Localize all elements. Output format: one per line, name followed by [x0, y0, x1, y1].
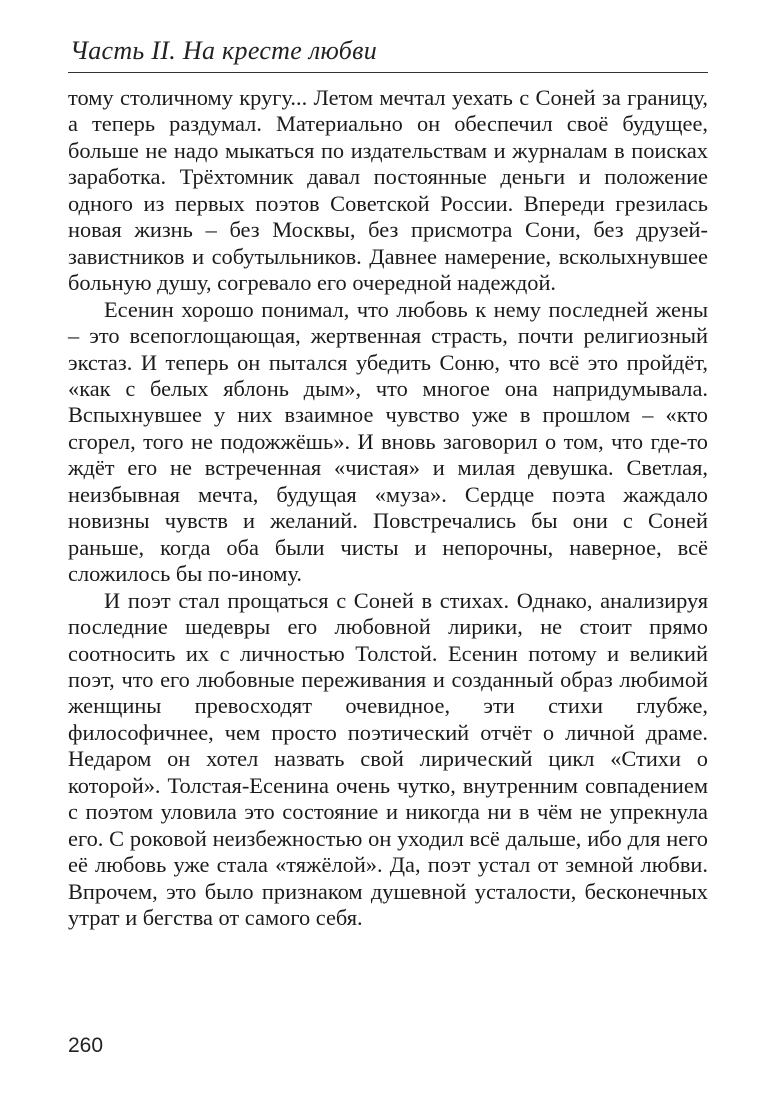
page-number: 260	[68, 1034, 104, 1057]
book-page	[68, 36, 708, 1076]
running-head: Часть II. На кресте любви	[70, 36, 378, 65]
paragraph-3: И поэт стал прощаться с Соней в стихах. Однако, анализируя последние шедевры его любовной лирики, не стоит прямо соотносить их с личностью Толстой. Есенин потому и великий поэт, что его любовные переживания и созданный образ любимой женщины превосходят очевидное, эти стихи глубже, философичнее, чем просто поэтический отчёт о личной драме. Недаром он хотел назвать свой лирический цикл «Стихи о которой». Толстая-Есенина очень чутко, внутренним совпадением с поэтом уловила это состояние и никогда ни в чём не упрекнула его. С роковой неизбежностью он уходил всё дальше, ибо для него её любовь уже стала «тяжёлой». Да, поэт устал от земной любви. Впрочем, это было признаком душевной усталости, бесконечных утрат и бегства от самого себя.	[68, 587, 708, 931]
paragraph-1: тому столичному кругу... Летом мечтал уехать с Соней за границу, а теперь раздумал. Материально он обеспечил своё будущее, больше не надо мыкаться по издательствам и журналам в поисках заработка. Трёхтомник давал постоянные деньги и положение одного из первых поэтов Советской России. Впереди грезилась новая жизнь – без Москвы, без присмотра Сони, без друзей-завистников и собутыльников. Давнее намерение, всколыхнувшее больную душу, согревало его очередной надеждой.	[68, 85, 708, 296]
body-text	[68, 85, 708, 932]
paragraph-2: Есенин хорошо понимал, что любовь к нему последней жены – это всепоглощающая, жертвенная страсть, почти религиозный экстаз. И теперь он пытался убедить Соню, что всё это пройдёт, «как с белых яблонь дым», что многое она напридумывала. Вспыхнувшее у них взаимное чувство уже в прошлом – «кто сгорел, того не подожжёшь». И вновь заговорил о том, что где-то ждёт его не встреченная «чистая» и милая девушка. Светлая, неизбывная мечта, будущая «муза». Сердце поэта жаждало новизны чувств и желаний. Повстречались бы они с Соней раньше, когда оба были чисты и непорочны, наверное, всё сложилось бы по-иному.	[68, 296, 708, 587]
header-rule	[68, 72, 708, 73]
